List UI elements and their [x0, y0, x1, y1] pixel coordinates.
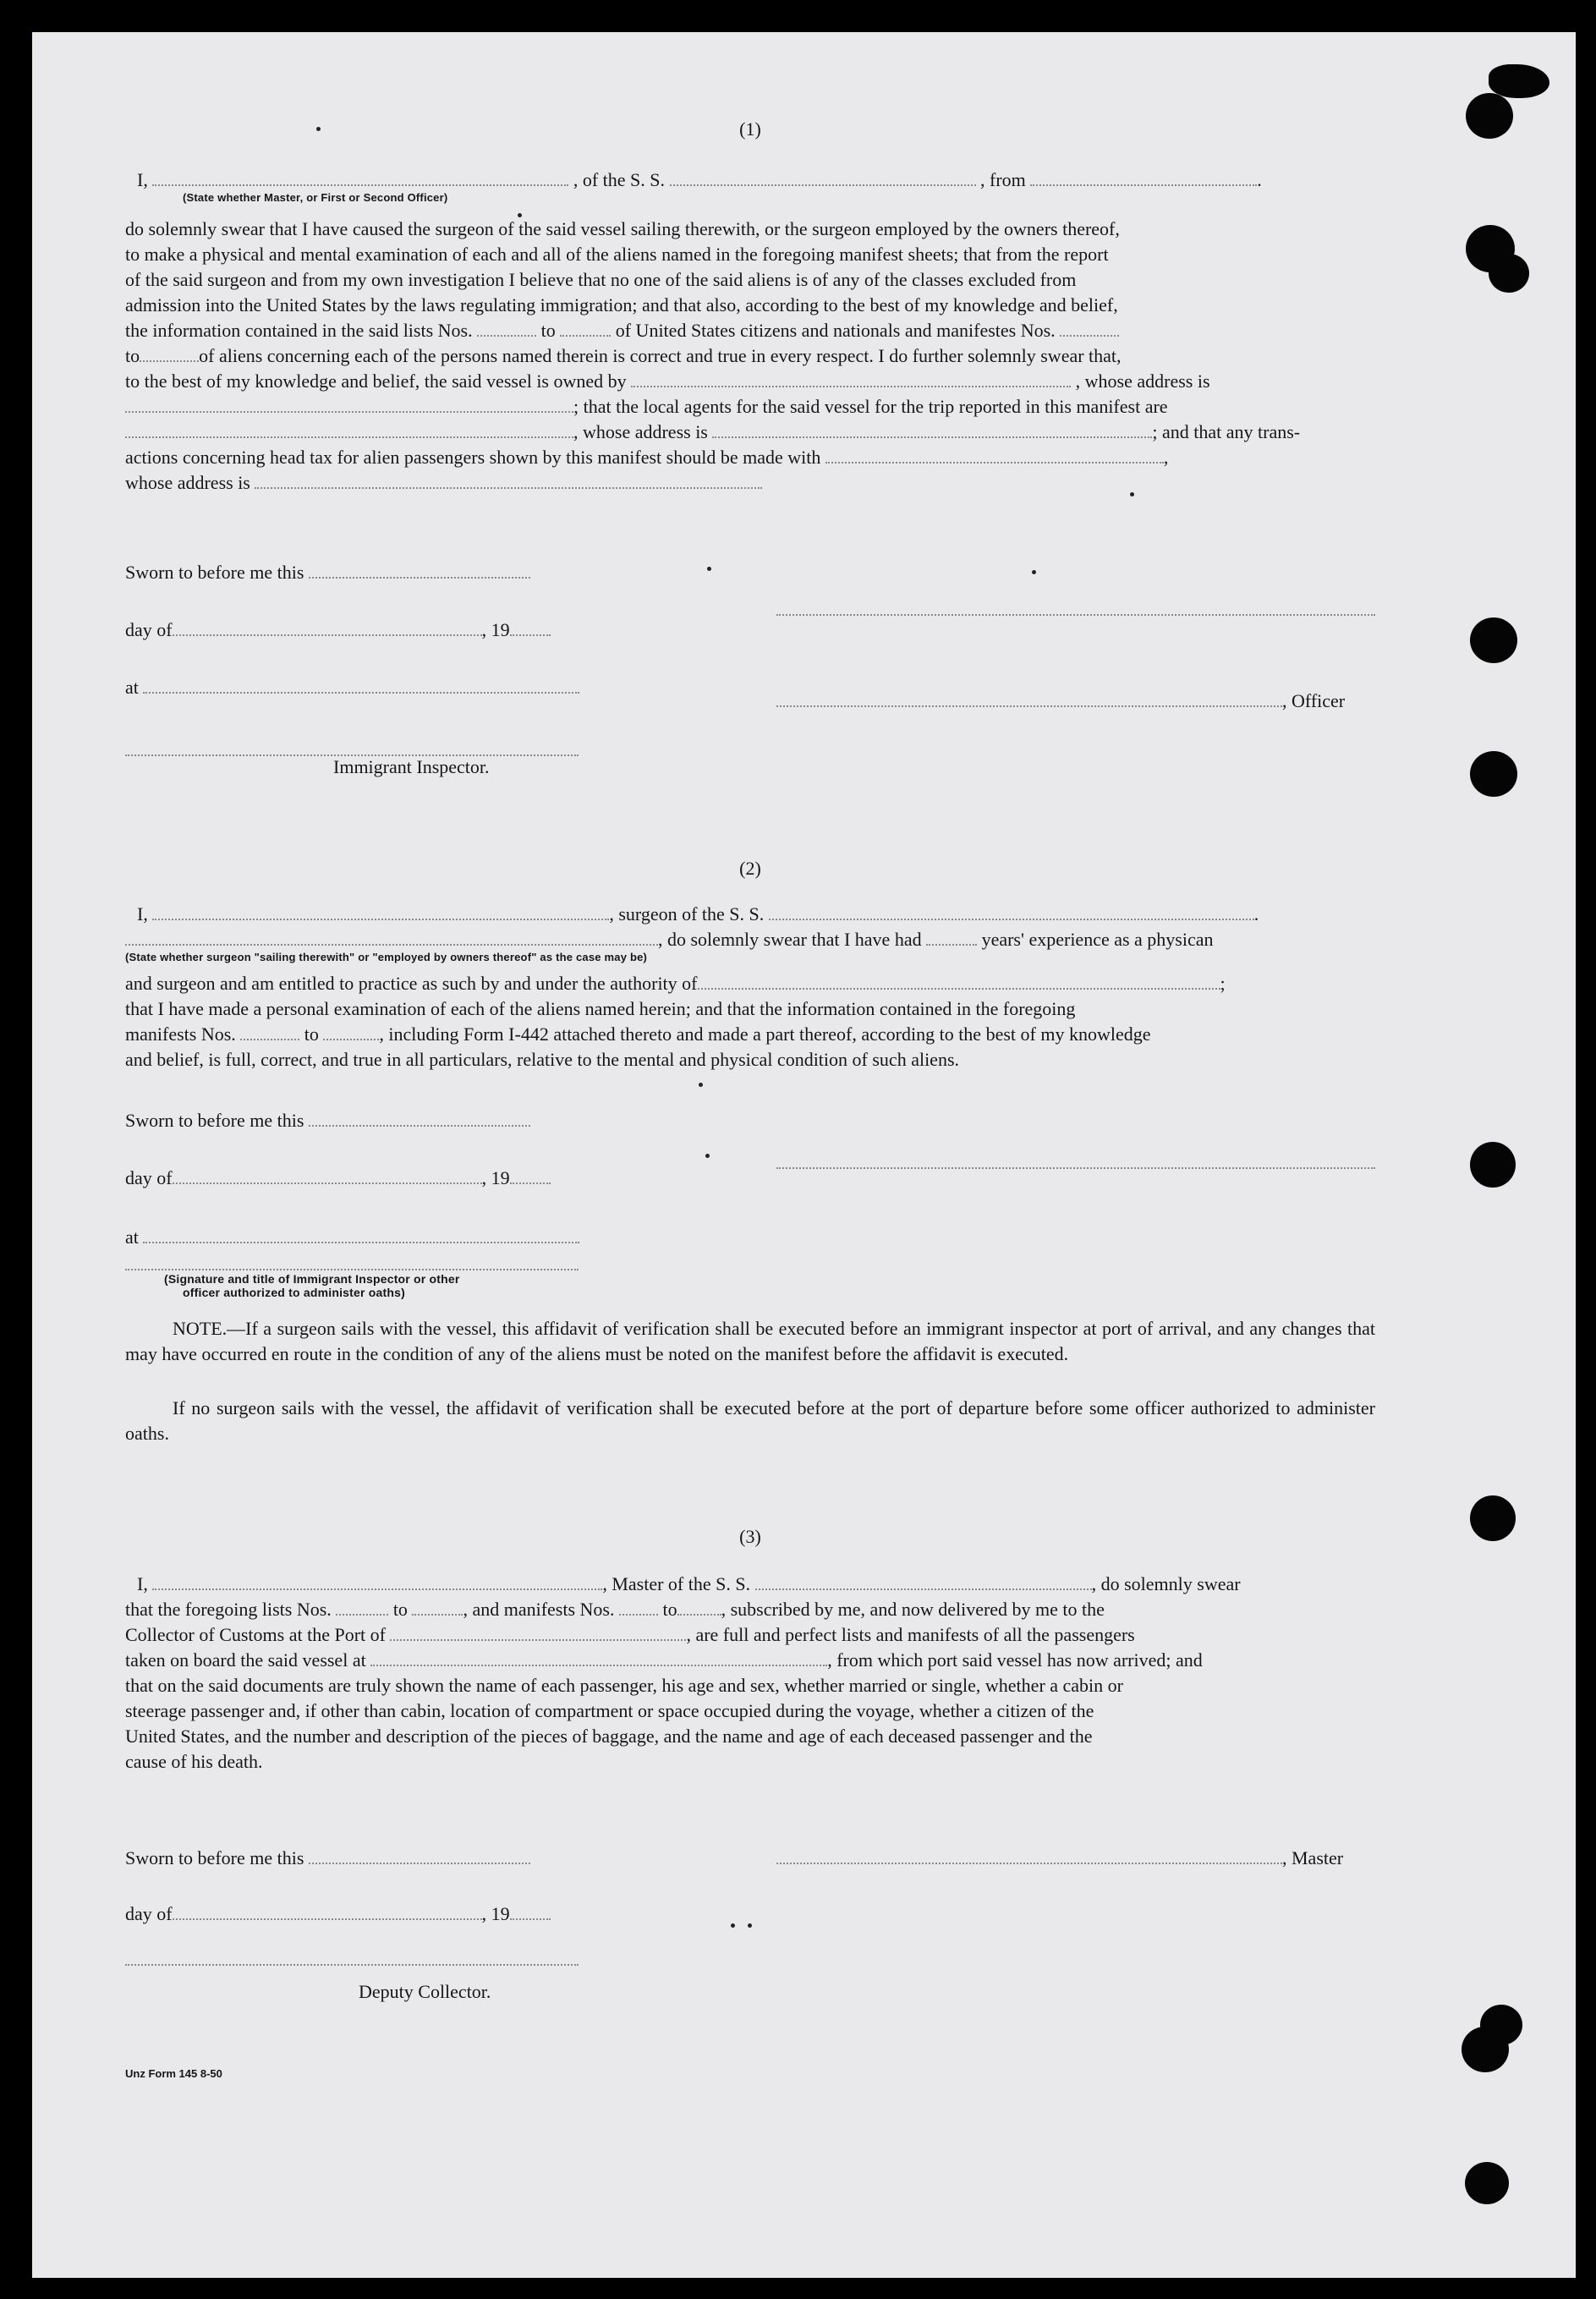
s3-year-label: , 19	[481, 1903, 510, 1924]
customs-port-field[interactable]	[390, 1624, 686, 1641]
manifests-to-field[interactable]	[140, 345, 199, 362]
s3-lists-to-field[interactable]	[412, 1599, 463, 1616]
s2-manifests-label: manifests Nos.	[125, 1023, 236, 1045]
s3-port-label: Collector of Customs at the Port of	[125, 1624, 386, 1645]
s3-to-label: to	[392, 1599, 408, 1620]
s1-transactions-text: ; and that any trans-	[1152, 421, 1301, 442]
scan-speck	[731, 1923, 735, 1928]
torn-corner	[1489, 64, 1549, 98]
s3-line-7: cause of his death.	[125, 1751, 263, 1772]
s3-i-label: I,	[137, 1573, 148, 1594]
s1-officer-line	[776, 690, 1345, 712]
from-port-field[interactable]	[1030, 169, 1257, 186]
s1-agents-address-label: , whose address is	[573, 421, 708, 442]
s2-line-4: and belief, is full, correct, and true in all particulars, relative to the mental and physical condition of such aliens.	[125, 1049, 960, 1070]
s2-signature-line[interactable]	[776, 1167, 1375, 1169]
s1-owner-address-label: , whose address is	[1075, 370, 1210, 392]
vessel-name-field[interactable]	[670, 169, 976, 186]
s2-surgeon-status-field[interactable]	[125, 929, 658, 946]
officer-note: (State whether Master, or First or Second Officer)	[183, 191, 448, 204]
s1-line-9	[125, 420, 1375, 445]
s1-line-10: actions concerning head tax for alien passengers shown by this manifest should be made with ,	[125, 447, 1169, 468]
s1-owned-label: to the best of my knowledge and belief, the said vessel is owned by	[125, 370, 627, 392]
surgeon-name-field[interactable]	[152, 903, 609, 920]
s2-swear-line	[125, 929, 1214, 951]
scan-speck	[518, 213, 522, 217]
s3-subscribed-text: , subscribed by me, and now delivered by me to the	[721, 1599, 1105, 1620]
punch-hole	[1465, 2162, 1509, 2204]
s1-sworn-line	[125, 562, 530, 584]
s2-years-label: years' experience as a physican	[981, 929, 1214, 950]
s1-day-label: day of	[125, 619, 173, 640]
years-experience-field[interactable]	[926, 929, 977, 946]
head-tax-address-field[interactable]	[255, 472, 762, 489]
s3-line-5: steerage passenger and, if other than cabin, location of compartment or space occupied during the voyage, whether a citizen of the	[125, 1700, 1094, 1721]
s2-note-paragraph-2: If no surgeon sails with the vessel, the affidavit of verification shall be executed before at the port of departure before some officer authorized to administer oaths.	[125, 1397, 1375, 1444]
punch-hole	[1470, 751, 1517, 797]
owner-field[interactable]	[631, 370, 1071, 387]
s3-day-line	[125, 1903, 551, 1925]
s2-day-line	[125, 1167, 551, 1189]
head-tax-field[interactable]	[825, 447, 1164, 464]
punch-hole	[1470, 1142, 1516, 1188]
s2-year-field[interactable]	[510, 1167, 551, 1184]
surgeon-note: (State whether surgeon "sailing therewith" or "employed by owners thereof" as the case may be)	[125, 951, 648, 963]
lists-to-field[interactable]	[560, 320, 611, 337]
section-3-number: (3)	[739, 1526, 761, 1547]
s1-inspector-label: Immigrant Inspector.	[333, 756, 490, 777]
s1-line-11	[125, 470, 1375, 496]
oath-i-label: I,	[137, 169, 148, 190]
section-1-number: (1)	[739, 118, 761, 140]
s3-manifests-to-field[interactable]	[677, 1599, 721, 1616]
s3-collector-label: Deputy Collector.	[359, 1981, 491, 2002]
punch-hole	[1489, 254, 1529, 293]
scan-speck	[699, 1083, 703, 1087]
s3-line-2	[125, 1622, 1375, 1648]
s3-lists-from-field[interactable]	[336, 1599, 388, 1616]
s3-collector-signature-line[interactable]	[125, 1964, 579, 1966]
s2-authority-label: and surgeon and am entitled to practice as such by and under the authority of	[125, 973, 698, 994]
s3-master-signature-field[interactable]	[776, 1847, 1282, 1864]
scan-speck	[705, 1154, 710, 1158]
s1-head-tax-text: actions concerning head tax for alien passengers shown by this manifest should be made with	[125, 447, 821, 468]
s3-master-label: , Master of the S. S.	[602, 1573, 751, 1594]
s1-agents-text: ; that the local agents for the said vessel for the trip reported in this manifest are	[573, 396, 1168, 417]
scan-speck	[707, 567, 711, 571]
s2-inspector-signature-line[interactable]	[125, 1269, 579, 1270]
punch-hole	[1470, 1495, 1516, 1541]
owner-address-field[interactable]	[125, 396, 573, 413]
section-2-body	[125, 971, 1375, 1073]
s3-line-1	[125, 1597, 1375, 1622]
s2-year-label: , 19	[481, 1167, 510, 1188]
s2-signature-note-2: officer authorized to administer oaths)	[183, 1286, 405, 1299]
s2-line-3	[125, 1022, 1375, 1047]
s3-lists-text: , are full and perfect lists and manifests of all the passengers	[686, 1624, 1135, 1645]
s3-sworn-label: Sworn to before me this	[125, 1847, 304, 1868]
s1-line-3: of the said surgeon and from my own investigation I believe that no one of the said aliens is of any of the classes excluded from	[125, 269, 1077, 290]
section-2-number: (2)	[739, 858, 761, 879]
s1-officer-label: , Officer	[1282, 690, 1346, 711]
s3-swear-label: , do solemnly swear	[1091, 1573, 1241, 1594]
s1-line-2: to make a physical and mental examination of each and all of the aliens named in the foregoing manifest sheets; that from the report	[125, 244, 1109, 265]
authority-field[interactable]	[698, 973, 1220, 990]
s1-line-5	[125, 318, 1375, 343]
section-1-oath-line: I, , of the S. S. , from .	[137, 169, 1262, 190]
scan-speck	[748, 1923, 752, 1928]
s3-arrived-text: , from which port said vessel has now arrived; and	[827, 1649, 1203, 1671]
s2-at-field[interactable]	[143, 1226, 579, 1243]
s3-manifests-label: , and manifests Nos.	[463, 1599, 615, 1620]
s1-line-8	[125, 394, 1375, 420]
ss-label: , of the S. S.	[573, 169, 666, 190]
s1-line-1: do solemnly swear that I have caused the surgeon of the said vessel sailing therewith, or the surgeon employed by the owners thereof,	[125, 218, 1120, 239]
s2-vessel-field[interactable]	[769, 903, 1254, 920]
s2-at-label: at	[125, 1226, 139, 1248]
s1-whose-address-label: whose address is	[125, 472, 250, 493]
s2-day-field[interactable]	[173, 1167, 482, 1184]
s1-line-7	[125, 369, 1375, 394]
s1-signature-line[interactable]	[776, 614, 1375, 616]
s3-day-field[interactable]	[173, 1903, 482, 1920]
s2-manifests-to-field[interactable]	[323, 1023, 379, 1040]
form-number-footer: Unz Form 145 8-50	[125, 2067, 222, 2080]
s1-officer-signature-field[interactable]	[776, 690, 1282, 707]
s2-surgeon-label: , surgeon of the S. S.	[609, 903, 765, 925]
s1-line-6	[125, 343, 1375, 369]
s2-oath-line: I, , surgeon of the S. S. .	[137, 903, 1259, 925]
s1-year-field[interactable]	[510, 619, 551, 636]
form-page	[32, 32, 1576, 2278]
s2-to-label: to	[304, 1023, 319, 1045]
s2-note-paragraph: NOTE.—If a surgeon sails with the vessel, this affidavit of verification shall be executed before an immigrant inspector at port of arrival, and any changes that may have occurred en route in the condition of any of the aliens must be noted on the manifest before the affidavit is executed.	[125, 1318, 1375, 1364]
from-label: , from	[980, 169, 1026, 190]
officer-name-field[interactable]	[152, 169, 568, 186]
s3-master-signature-label: , Master	[1282, 1847, 1344, 1868]
scan-speck	[1130, 492, 1134, 497]
s2-day-label: day of	[125, 1167, 173, 1188]
scan-speck	[1032, 570, 1036, 574]
s1-lists-label: the information contained in the said lists Nos.	[125, 320, 473, 341]
s3-sworn-date-field[interactable]	[309, 1847, 530, 1864]
s3-line-4: that on the said documents are truly shown the name of each passenger, his age and sex, whether married or single, whether a cabin or	[125, 1675, 1123, 1696]
s3-line-3	[125, 1648, 1375, 1673]
s2-line-1: and surgeon and am entitled to practice as such by and under the authority of ;	[125, 973, 1226, 994]
s3-to-label-2: to	[662, 1599, 677, 1620]
punch-hole	[1470, 617, 1517, 663]
s3-oath-line	[137, 1573, 1241, 1595]
s1-to-label: to	[540, 320, 556, 341]
s2-form-text: , including Form I-442 attached thereto and made a part thereof, according to the best of my knowledge	[379, 1023, 1151, 1045]
s1-to-label-2: to	[125, 345, 140, 366]
section-1-body	[125, 217, 1375, 496]
s3-master-line	[776, 1847, 1343, 1869]
s3-year-field[interactable]	[510, 1903, 551, 1920]
s3-line-6: United States, and the number and description of the pieces of baggage, and the name and age of each deceased passenger and the	[125, 1726, 1093, 1747]
s1-manifests-label: of United States citizens and nationals and manifestes Nos.	[615, 320, 1056, 341]
s2-sworn-date-field[interactable]	[309, 1110, 530, 1127]
s2-at-line	[125, 1226, 579, 1248]
s3-boarded-label: taken on board the said vessel at	[125, 1649, 366, 1671]
s3-sworn-line	[125, 1847, 530, 1869]
s3-manifests-from-field[interactable]	[619, 1599, 658, 1616]
s3-lists-label: that the foregoing lists Nos.	[125, 1599, 332, 1620]
s3-vessel-field[interactable]	[755, 1573, 1092, 1590]
s1-at-field[interactable]	[143, 677, 579, 694]
s2-signature-note-1: (Signature and title of Immigrant Inspector or other	[164, 1272, 460, 1286]
agents-address-field[interactable]	[712, 421, 1152, 438]
punch-hole	[1466, 93, 1513, 139]
s1-line-4: admission into the United States by the laws regulating immigration; and that also, according to the best of my knowledge and belief,	[125, 294, 1118, 315]
s2-manifests-from-field[interactable]	[240, 1023, 299, 1040]
s1-at-label: at	[125, 677, 139, 698]
scan-speck	[316, 127, 321, 131]
boarding-port-field[interactable]	[370, 1649, 827, 1666]
s2-i-label: I,	[137, 903, 148, 925]
s1-at-line	[125, 677, 579, 699]
s2-sworn-line	[125, 1110, 530, 1132]
section-3-body	[125, 1597, 1375, 1775]
s3-day-label: day of	[125, 1903, 173, 1924]
manifests-from-field[interactable]	[1060, 320, 1119, 337]
s1-aliens-text: of aliens concerning each of the persons named therein is correct and true in every respect. I do further solemnly swear that,	[199, 345, 1122, 366]
s1-sworn-label: Sworn to before me this	[125, 562, 304, 583]
punch-hole	[1480, 2005, 1522, 2045]
s2-sworn-label: Sworn to before me this	[125, 1110, 304, 1131]
master-name-field[interactable]	[152, 1573, 602, 1590]
s1-day-field[interactable]	[173, 619, 482, 636]
s2-line-2: that I have made a personal examination of each of the aliens named herein; and that the information contained in the foregoing	[125, 998, 1076, 1019]
s1-sworn-date-field[interactable]	[309, 562, 530, 579]
s1-year-label: , 19	[481, 619, 510, 640]
s1-day-line	[125, 619, 551, 641]
agents-field[interactable]	[125, 421, 573, 438]
lists-from-field[interactable]	[477, 320, 536, 337]
s2-swear-label: , do solemnly swear that I have had	[658, 929, 922, 950]
